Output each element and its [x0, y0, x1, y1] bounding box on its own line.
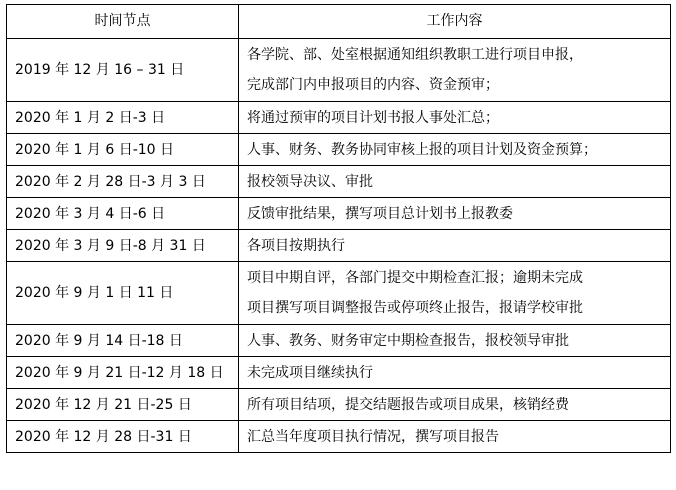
content-line: 所有项目结项，提交结题报告或项目成果，核销经费	[247, 396, 569, 413]
content-line: 人事、财务、教务协同审核上报的项目计划及资金预算；	[247, 141, 597, 158]
content-cell	[239, 230, 671, 262]
table-row	[7, 39, 671, 102]
table-row	[7, 166, 671, 198]
content-cell	[239, 325, 671, 357]
content-line: 反馈审批结果，撰写项目总计划书上报教委	[247, 205, 513, 222]
content-line: 各项目按期执行	[247, 237, 345, 254]
time-cell: 2020 年 9 月 21 日-12 月 18 日	[7, 357, 239, 389]
table-row	[7, 421, 671, 453]
content-cell	[239, 389, 671, 421]
schedule-table	[6, 4, 671, 453]
table-row	[7, 102, 671, 134]
content-line: 未完成项目继续执行	[247, 364, 373, 381]
table-header-row	[7, 5, 671, 39]
table-row	[7, 389, 671, 421]
content-cell	[239, 39, 671, 102]
time-cell: 2020 年 1 月 2 日-3 日	[7, 102, 239, 134]
table-row	[7, 198, 671, 230]
table-row	[7, 357, 671, 389]
column-header-content: 工作内容	[239, 5, 671, 39]
content-line: 完成部门内申报项目的内容、资金预审；	[247, 77, 499, 93]
table-row	[7, 134, 671, 166]
table-row	[7, 325, 671, 357]
content-line: 汇总当年度项目执行情况，撰写项目报告	[247, 428, 499, 445]
content-cell	[239, 134, 671, 166]
time-cell: 2020 年 3 月 9 日-8 月 31 日	[7, 230, 239, 262]
content-line: 项目撰写项目调整报告或停项终止报告，报请学校审批	[247, 300, 583, 316]
table-row	[7, 262, 671, 325]
content-line: 将通过预审的项目计划书报人事处汇总；	[247, 109, 499, 126]
time-cell: 2020 年 2 月 28 日-3 月 3 日	[7, 166, 239, 198]
column-header-time: 时间节点	[7, 5, 239, 39]
content-line: 各学院、部、处室根据通知组织教职工进行项目申报，	[247, 47, 583, 63]
time-cell: 2020 年 12 月 21 日-25 日	[7, 389, 239, 421]
time-cell: 2020 年 3 月 4 日-6 日	[7, 198, 239, 230]
time-cell: 2020 年 9 月 1 日 11 日	[7, 262, 239, 325]
content-line: 报校领导决议、审批	[247, 173, 373, 190]
content-cell	[239, 421, 671, 453]
time-cell: 2019 年 12 月 16 – 31 日	[7, 39, 239, 102]
content-line: 人事、教务、财务审定中期检查报告，报校领导审批	[247, 332, 569, 349]
time-cell: 2020 年 12 月 28 日-31 日	[7, 421, 239, 453]
content-cell	[239, 357, 671, 389]
table-row	[7, 230, 671, 262]
content-cell	[239, 166, 671, 198]
content-cell	[239, 262, 671, 325]
content-cell	[239, 102, 671, 134]
time-cell: 2020 年 1 月 6 日-10 日	[7, 134, 239, 166]
content-cell	[239, 198, 671, 230]
time-cell: 2020 年 9 月 14 日-18 日	[7, 325, 239, 357]
content-line: 项目中期自评，各部门提交中期检查汇报；逾期未完成	[247, 270, 583, 286]
